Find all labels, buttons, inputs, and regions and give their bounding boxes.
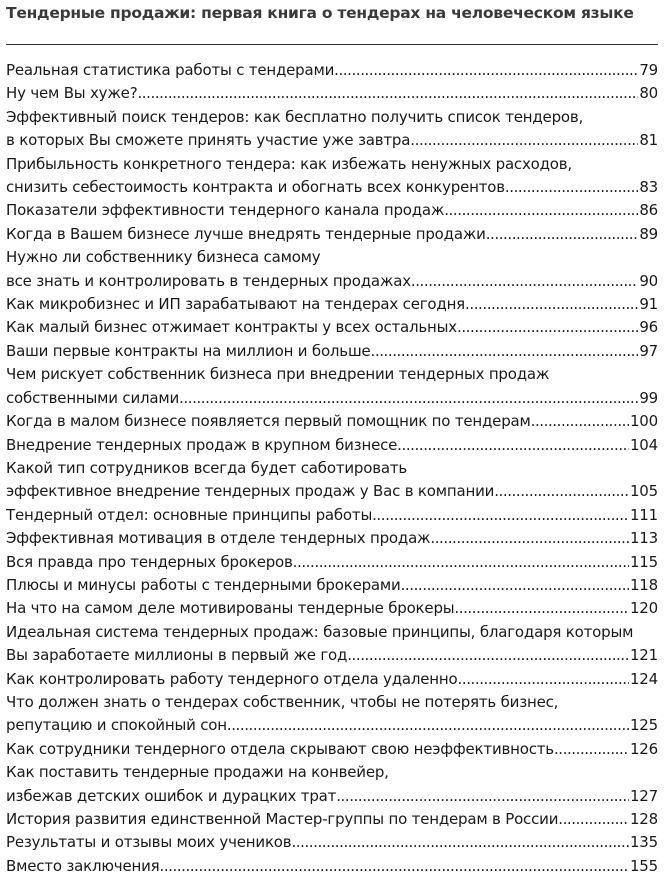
toc-entry-row: [6, 434, 658, 457]
toc-page-number: 127: [629, 786, 658, 805]
toc-entry-row: [6, 316, 658, 339]
toc-page-number: 115: [629, 552, 658, 571]
toc-page-number: 111: [629, 505, 658, 524]
toc-entry: [6, 808, 658, 831]
toc-entry-title: Когда в малом бизнесе появляется первый помощник по тендерам: [6, 412, 531, 431]
toc-entry-row: [6, 129, 658, 152]
toc-page-number: 99: [639, 388, 658, 407]
toc-page-number: 121: [629, 646, 658, 665]
toc-page-number: 135: [629, 833, 658, 852]
toc-entry: [6, 504, 658, 527]
toc-entry-row: [6, 480, 658, 503]
toc-page-number: 118: [629, 575, 658, 594]
toc-page-number: 83: [639, 178, 658, 197]
toc-page-number: 89: [639, 224, 658, 243]
toc-entry-title: Тендерный отдел: основные принципы работы: [6, 505, 373, 524]
toc-entry: [6, 574, 658, 597]
toc-entry: [6, 761, 658, 808]
dot-leader: [227, 714, 629, 737]
dot-leader: [371, 340, 639, 363]
dot-leader: [291, 831, 629, 854]
toc-entry-title: Вместо заключения: [6, 856, 160, 875]
dot-leader: [444, 199, 638, 222]
toc-entry: [6, 293, 658, 316]
toc-entry: [6, 457, 658, 504]
toc-entry-row: [6, 293, 658, 316]
toc-entry-title: избежав детских ошибок и дурацких трат: [6, 786, 337, 805]
running-header: Тендерные продажи: первая книга о тендерах на человеческом языке: [6, 4, 634, 22]
toc-entry: [6, 831, 658, 854]
toc-entry-title-line: Эффективный поиск тендеров: как бесплатно получить список тендеров,: [6, 107, 584, 126]
dot-leader: [411, 270, 638, 293]
toc-entry-row: [6, 597, 658, 620]
dot-leader: [410, 129, 638, 152]
toc-entry: [6, 434, 658, 457]
toc-entry-row: [6, 410, 658, 433]
dot-leader: [486, 223, 639, 246]
toc-page-number: 97: [639, 341, 658, 360]
dot-leader: [494, 480, 629, 503]
toc-entry-title-line: Как поставить тендерные продажи на конвейер,: [6, 763, 389, 782]
toc-entry-title: собственными силами: [6, 388, 180, 407]
toc-entry: [6, 855, 658, 878]
dot-leader: [334, 59, 638, 82]
toc-entry-title: Как микробизнес и ИП зарабатывают на тендерах сегодня: [6, 295, 466, 314]
dot-leader: [179, 387, 638, 410]
toc-entry: [6, 738, 658, 761]
toc-entry-row: [6, 714, 658, 737]
toc-entry: [6, 199, 658, 222]
toc-entry: [6, 621, 658, 668]
dot-leader: [458, 668, 629, 691]
toc-page-number: 79: [639, 61, 658, 79]
toc-entry: [6, 59, 658, 82]
toc-entry-row: [6, 855, 658, 878]
toc-entry-row: [6, 270, 658, 293]
toc-entry-row: [6, 387, 658, 410]
toc-entry-row: [6, 504, 658, 527]
toc-entry: [6, 527, 658, 550]
table-of-contents: [6, 59, 658, 878]
dot-leader: [336, 785, 629, 808]
toc-entry-row: [6, 738, 658, 761]
dot-leader: [554, 738, 629, 761]
toc-entry-title: репутацию и спокойный сон: [6, 716, 227, 735]
toc-entry: [6, 223, 658, 246]
toc-page-number: 104: [629, 435, 658, 454]
toc-page-number: 105: [629, 482, 658, 501]
toc-entry-title-line: Прибыльность конкретного тендера: как избежать ненужных расходов,: [6, 154, 572, 173]
toc-page-number: 90: [639, 271, 658, 290]
dot-leader: [454, 597, 629, 620]
toc-entry: [6, 668, 658, 691]
toc-entry: [6, 410, 658, 433]
dot-leader: [401, 574, 629, 597]
toc-entry-row: [6, 176, 658, 199]
dot-leader: [372, 504, 629, 527]
toc-entry-title: Вы заработаете миллионы в первый же год: [6, 646, 348, 665]
toc-entry-title-line: Идеальная система тендерных продаж: базовые принципы, благодаря которым: [6, 622, 634, 641]
dot-leader: [430, 527, 629, 550]
toc-entry: [6, 691, 658, 738]
toc-entry: [6, 106, 658, 153]
toc-entry-title: эффективное внедрение тендерных продаж у Вас в компании: [6, 482, 495, 501]
toc-page-number: 80: [639, 84, 658, 103]
toc-entry: [6, 340, 658, 363]
toc-page-number: 100: [629, 412, 658, 431]
toc-entry-title: Результаты и отзывы моих учеников: [6, 833, 292, 852]
toc-entry-title: Как контролировать работу тендерного отдела удаленно: [6, 669, 458, 688]
toc-entry-row: [6, 785, 658, 808]
toc-entry: [6, 316, 658, 339]
toc-entry: [6, 551, 658, 574]
toc-entry-title: Реальная статистика работы с тендерами: [6, 61, 335, 79]
toc-page-number: 86: [639, 201, 658, 220]
toc-page-number: 155: [629, 856, 658, 875]
toc-entry-row: [6, 808, 658, 831]
toc-entry-row: [6, 831, 658, 854]
toc-entry-title: Ваши первые контракты на миллион и больше: [6, 341, 371, 360]
toc-entry-row: [6, 551, 658, 574]
toc-entry-title-line: Нужно ли собственнику бизнеса самому: [6, 248, 321, 267]
dot-leader: [159, 855, 628, 878]
dot-leader: [347, 644, 629, 667]
toc-entry-title: Как сотрудники тендерного отдела скрывают свою неэффективность: [6, 739, 554, 758]
dot-leader: [137, 82, 638, 105]
toc-page-number: 96: [639, 318, 658, 337]
toc-page-number: 125: [629, 716, 658, 735]
toc-entry-title: Показатели эффективности тендерного канала продаж: [6, 201, 445, 220]
toc-entry-title: Плюсы и минусы работы с тендерными брокерами: [6, 575, 401, 594]
toc-entry: [6, 82, 658, 105]
toc-entry-row: [6, 340, 658, 363]
toc-entry-row: [6, 668, 658, 691]
toc-page-number: 124: [629, 669, 658, 688]
toc-entry-title-line: Что должен знать о тендерах собственник, чтобы не потерять бизнес,: [6, 692, 559, 711]
toc-entry-title: Когда в Вашем бизнесе лучше внедрять тендерные продажи: [6, 224, 486, 243]
toc-entry-row: [6, 59, 658, 82]
toc-entry: [6, 597, 658, 620]
toc-entry: [6, 363, 658, 410]
toc-page-number: 81: [639, 131, 658, 150]
toc-entry-row: [6, 199, 658, 222]
toc-entry-title: Эффективная мотивация в отделе тендерных продаж: [6, 529, 431, 548]
toc-entry: [6, 153, 658, 200]
toc-entry-row: [6, 82, 658, 105]
toc-entry-title-line: Какой тип сотрудников всегда будет саботировать: [6, 458, 408, 477]
dot-leader: [293, 551, 629, 574]
toc-entry-row: [6, 644, 658, 667]
dot-leader: [558, 808, 629, 831]
toc-entry-title: Ну чем Вы хуже?: [6, 84, 138, 103]
dot-leader: [465, 293, 638, 316]
toc-page-number: 113: [629, 529, 658, 548]
dot-leader: [505, 176, 638, 199]
toc-page-number: 128: [629, 810, 658, 828]
dot-leader: [397, 434, 629, 457]
toc-entry-title: Внедрение тендерных продаж в крупном бизнесе: [6, 435, 398, 454]
toc-entry-title: все знать и контролировать в тендерных продажах: [6, 271, 411, 290]
toc-entry-title: Вся правда про тендерных брокеров: [6, 552, 293, 571]
toc-entry-row: [6, 574, 658, 597]
toc-entry: [6, 246, 658, 293]
toc-entry-title: Как малый бизнес отжимает контракты у всех остальных: [6, 318, 457, 337]
toc-page-number: 91: [639, 295, 658, 314]
toc-page-number: 126: [629, 739, 658, 758]
toc-entry-title: в которых Вы сможете принять участие уже завтра: [6, 131, 411, 150]
dot-leader: [457, 316, 638, 339]
toc-entry-title-line: Чем рискует собственник бизнеса при внедрении тендерных продаж: [6, 365, 550, 384]
dot-leader: [531, 410, 629, 433]
toc-entry-title: снизить себестоимость контракта и обогнать всех конкурентов: [6, 178, 505, 197]
toc-page-number: 120: [629, 599, 658, 618]
toc-entry-row: [6, 527, 658, 550]
toc-entry-title: История развития единственной Мастер-группы по тендерам в России: [6, 810, 559, 828]
toc-entry-row: [6, 223, 658, 246]
toc-entry-title: На что на самом деле мотивированы тендерные брокеры: [6, 599, 455, 618]
header-divider: [6, 44, 658, 45]
